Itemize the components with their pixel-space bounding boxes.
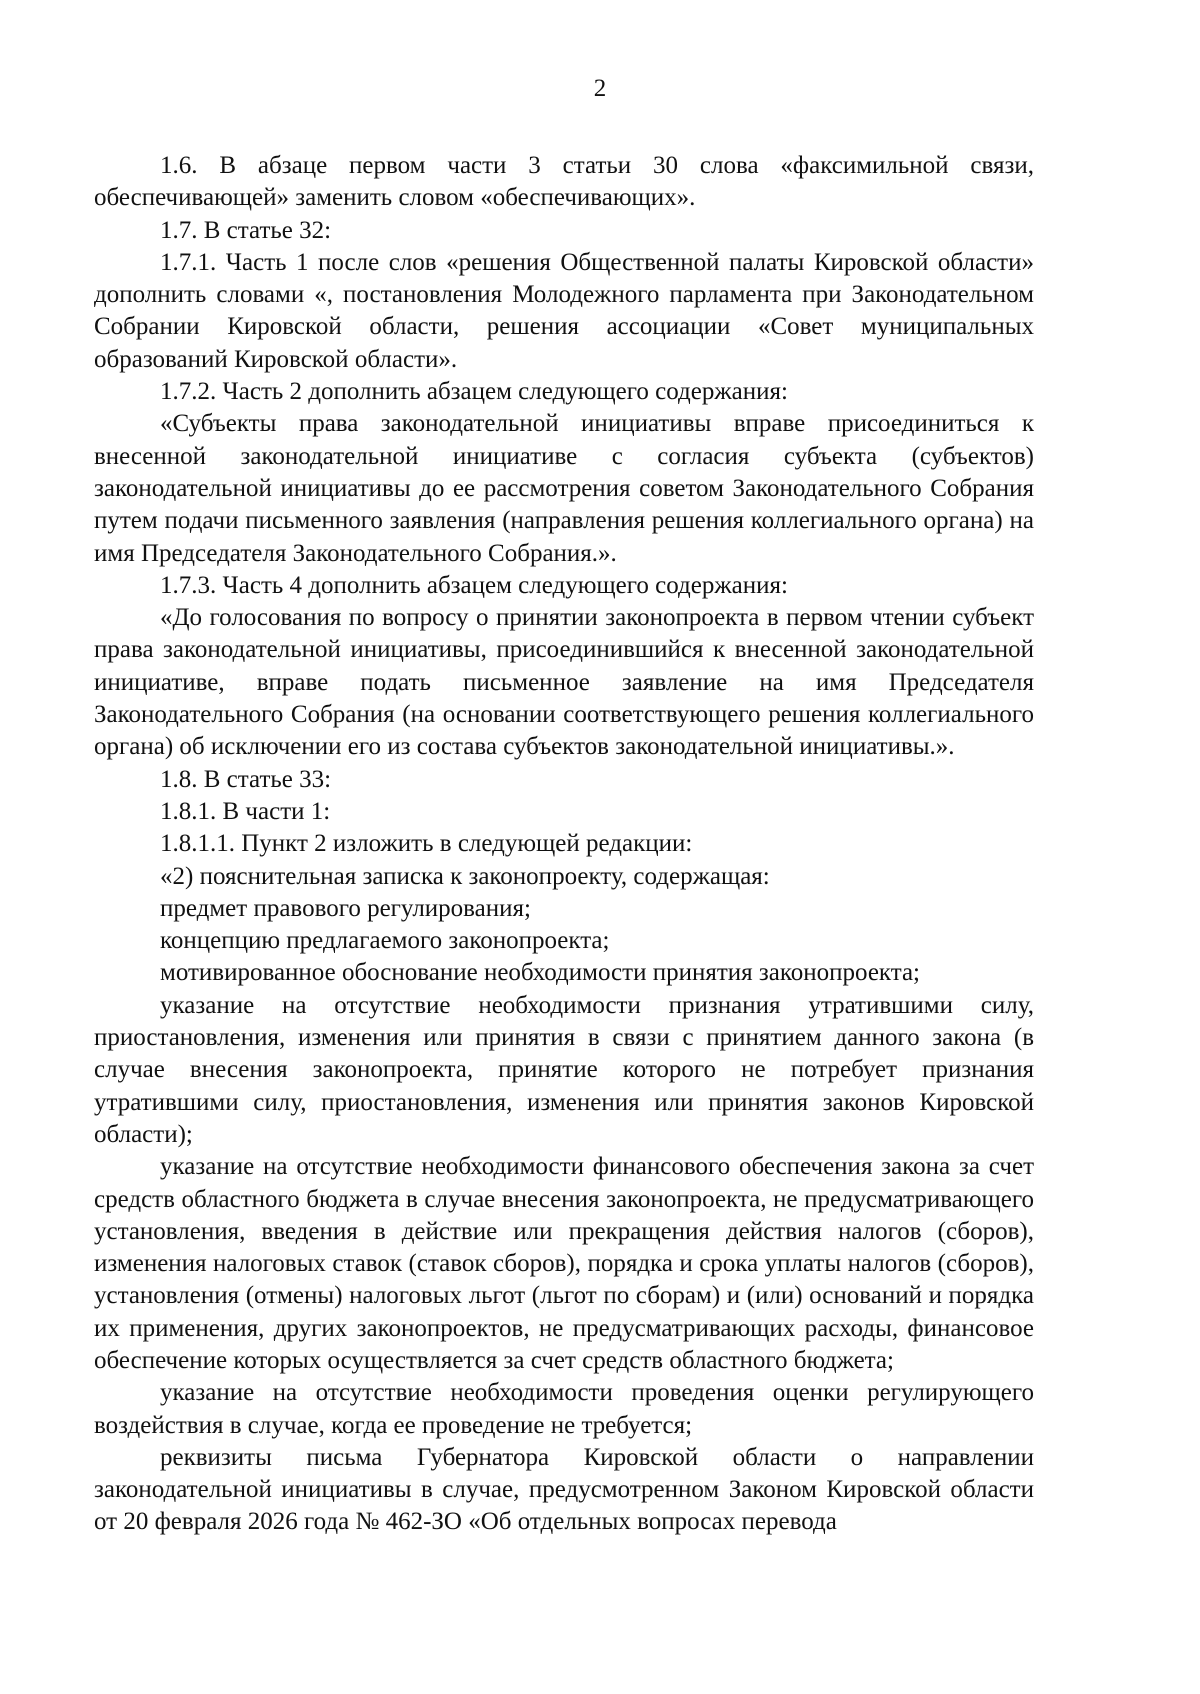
item-2-note: «2) пояснительная записка к законопроекту, содержащая: <box>160 862 770 890</box>
paragraph-1-7-2: 1.7.2. Часть 2 дополнить абзацем следующего содержания: <box>160 378 788 406</box>
paragraph-1-8: 1.8. В статье 33: <box>160 765 332 793</box>
item-justification: мотивированное обоснование необходимости принятия законопроекта; <box>160 959 920 987</box>
paragraph-1-8-1: 1.8.1. В части 1: <box>160 797 331 825</box>
item-no-repeal-needed: указание на отсутствие необходимости признания утратившими силу, приостановления, изменения или принятия в связи с принятием данного закона (в случае внесения законопроекта, принятие которого не потребует признания утратившими силу, приостановления, изменения или принятия законов Кировской области); <box>94 991 1034 1148</box>
paragraph-1-6: 1.6. В абзаце первом части 3 статьи 30 слова «факсимильной связи, обеспечивающей» заменить словом «обеспечивающих». <box>94 152 1034 212</box>
quote-subjects-join: «Субъекты права законодательной инициативы вправе присоединиться к внесенной законодательной инициативе с согласия субъекта (субъектов) законодательной инициативы до ее рассмотрения советом Законодательного Собрания путем подачи письменного заявления (направления решения коллегиального органа) на имя Председателя Законодательного Собрания.». <box>94 410 1034 567</box>
item-concept: концепцию предлагаемого законопроекта; <box>160 927 610 955</box>
quote-before-voting: «До голосования по вопросу о принятии законопроекта в первом чтении субъект права законодательной инициативы, присоединившийся к внесенной законодательной инициативе, вправе подать письменное заявление на имя Председателя Законодательного Собрания (на основании соответствующего решения коллегиального органа) об исключении его из состава субъектов законодательной инициативы.». <box>94 604 1034 761</box>
document-body <box>94 150 1034 1539</box>
paragraph-1-7: 1.7. В статье 32: <box>160 216 332 244</box>
item-subject-regulation: предмет правового регулирования; <box>160 894 531 922</box>
item-no-regulatory-assessment: указание на отсутствие необходимости проведения оценки регулирующего воздействия в случае, когда ее проведение не требуется; <box>94 1379 1034 1439</box>
item-governor-letter: реквизиты письма Губернатора Кировской области о направлении законодательной инициативы в случае, предусмотренном Законом Кировской области от 20 февраля 2026 года № 462-ЗО «Об отдельных вопросах перевода <box>94 1443 1034 1536</box>
paragraph-1-7-1: 1.7.1. Часть 1 после слов «решения Общественной палаты Кировской области» дополнить словами «, постановления Молодежного парламента при Законодательном Собрании Кировской области, решения ассоциации «Совет муниципальных образований Кировской области». <box>94 248 1034 373</box>
page-number: 2 <box>593 75 607 102</box>
paragraph-1-7-3: 1.7.3. Часть 4 дополнить абзацем следующего содержания: <box>160 571 788 599</box>
item-no-financing-needed: указание на отсутствие необходимости финансового обеспечения закона за счет средств областного бюджета в случае внесения законопроекта, не предусматривающего установления, введения в действие или прекращения действия налогов (сборов), изменения налоговых ставок (ставок сборов), порядка и срока уплаты налогов (сборов), установления (отмены) налоговых льгот (льгот по сборам) и (или) оснований и порядка их применения, других законопроектов, не предусматривающих расходы, финансовое обеспечение которых осуществляется за счет средств областного бюджета; <box>94 1153 1034 1374</box>
paragraph-1-8-1-1: 1.8.1.1. Пункт 2 изложить в следующей редакции: <box>160 830 693 858</box>
